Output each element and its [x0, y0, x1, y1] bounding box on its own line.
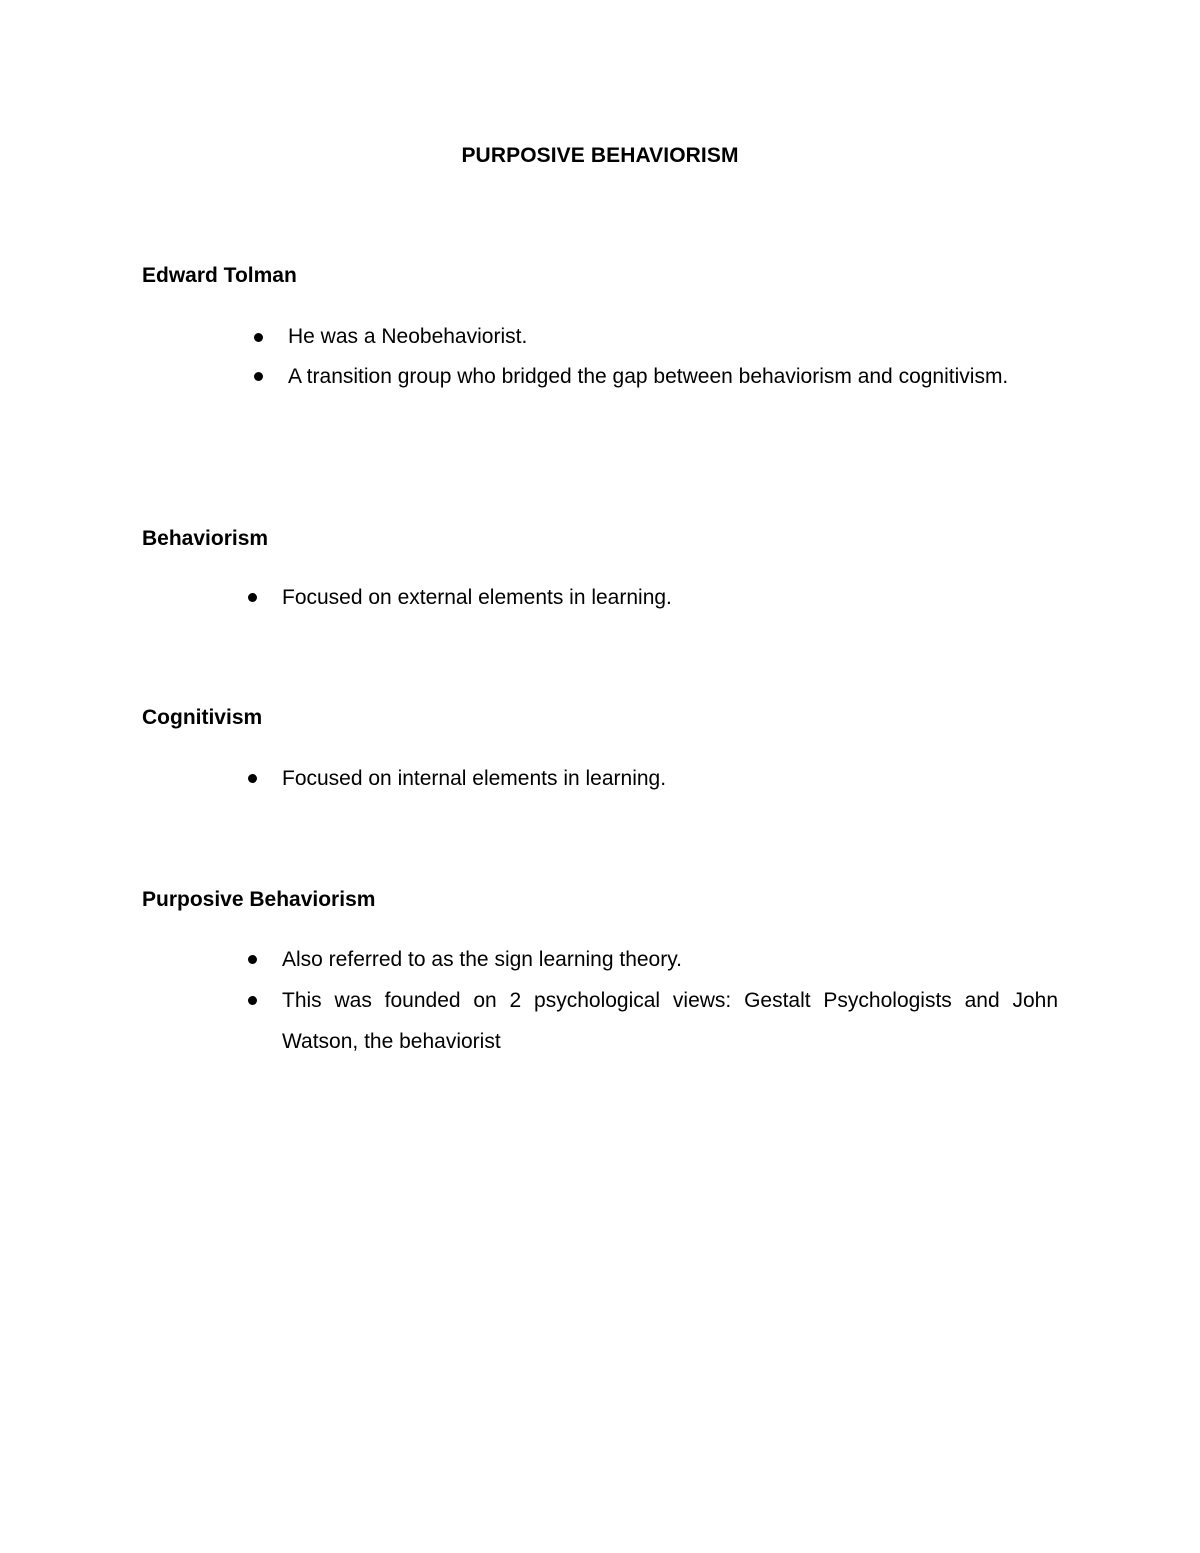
document-title: PURPOSIVE BEHAVIORISM	[461, 144, 739, 167]
bullet-icon	[254, 333, 263, 342]
section-heading-purposive-behaviorism: Purposive Behaviorism	[142, 888, 376, 911]
bullet-icon	[254, 372, 263, 381]
section-heading-cognitivism: Cognitivism	[142, 706, 263, 729]
bullet-icon	[248, 955, 257, 964]
bullet-icon	[248, 774, 257, 783]
section-heading-behaviorism: Behaviorism	[142, 527, 269, 550]
section-heading-edward-tolman: Edward Tolman	[142, 264, 297, 287]
list-item: Focused on external elements in learning.	[282, 586, 672, 609]
list-item: He was a Neobehaviorist.	[288, 325, 528, 348]
list-item: Also referred to as the sign learning theory.	[282, 948, 682, 971]
list-item: Focused on internal elements in learning.	[282, 767, 667, 790]
bullet-icon	[248, 996, 257, 1005]
bullet-icon	[248, 593, 257, 602]
list-item: This was founded on 2 psychological views: Gestalt Psychologists and John Watson, the behaviorist	[282, 989, 1058, 1053]
list-item: A transition group who bridged the gap between behaviorism and cognitivism.	[288, 365, 1009, 388]
